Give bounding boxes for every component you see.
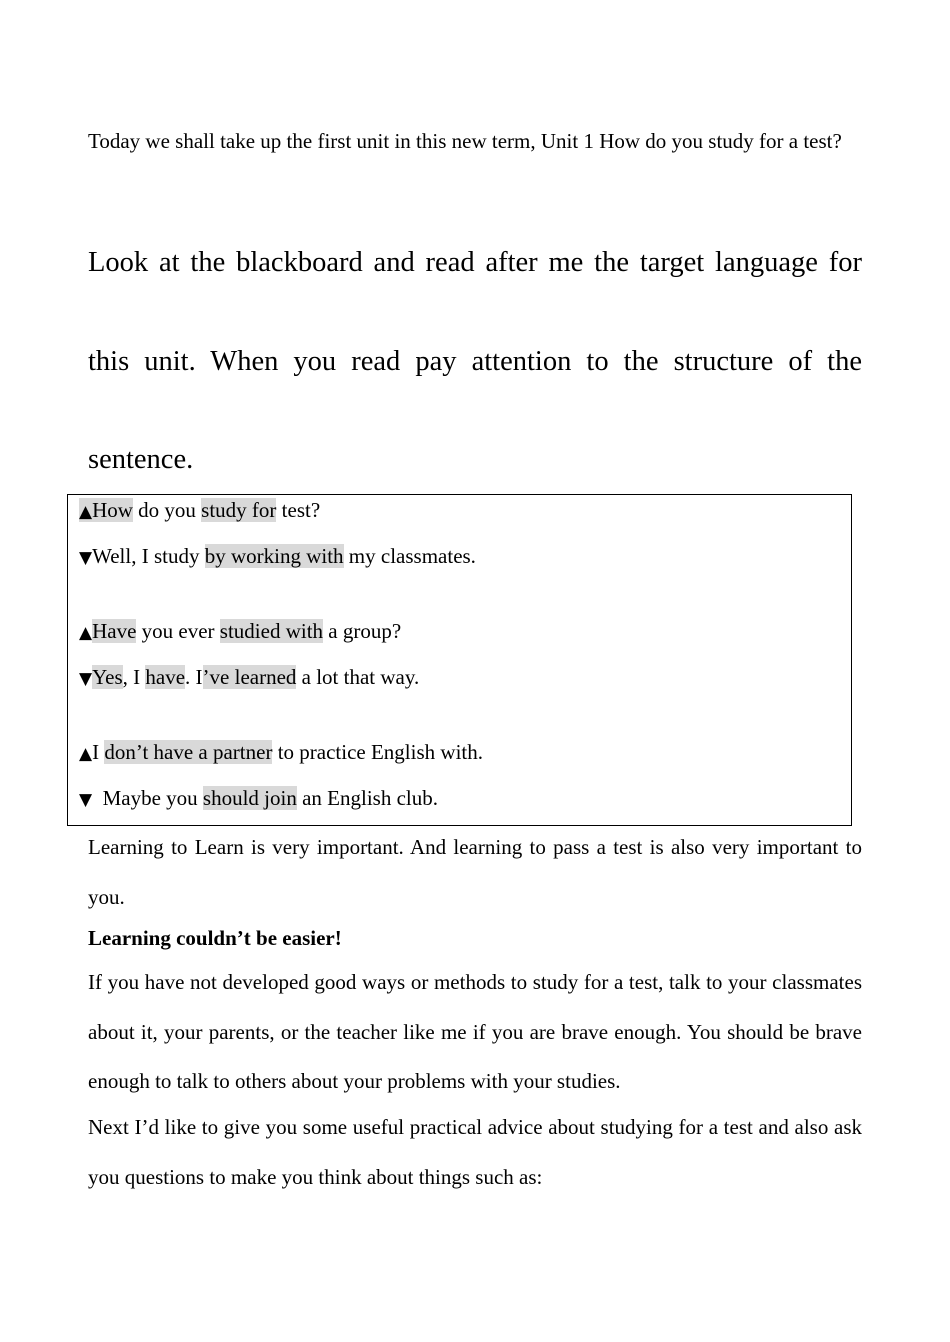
text-segment: I [92, 740, 105, 764]
target-line-3 [79, 617, 401, 645]
question-marker: ▲ [79, 623, 93, 643]
target-line-1 [79, 496, 320, 524]
highlight: have [145, 665, 186, 689]
target-language-box [67, 494, 852, 826]
question-marker: ▲ [79, 498, 92, 522]
learning-importance-paragraph: Learning to Learn is very important. And learning to pass a test is also very important to you. [88, 835, 862, 909]
highlight: Yes [92, 665, 123, 689]
target-line-4 [79, 663, 419, 691]
intro-paragraph: Today we shall take up the first unit in this new term, Unit 1 How do you study for a test? [88, 129, 842, 153]
target-line-2 [79, 542, 476, 570]
text-segment: , I [122, 665, 146, 689]
highlight: don’t have a partner [104, 740, 273, 764]
target-line-5 [79, 738, 483, 766]
answer-marker: ▼ [79, 669, 93, 689]
text-segment: a lot that way. [296, 665, 420, 689]
study-methods-paragraph: If you have not developed good ways or methods to study for a test, talk to your classmates about it, your parents, or the teacher like me if you are brave enough. You should be brave enough to talk to others about your problems with your studies. [88, 970, 862, 1093]
text-segment: Well, I study [92, 544, 205, 568]
highlight: should join [202, 786, 297, 810]
text-segment: a group? [323, 619, 402, 643]
highlight: study for [201, 498, 277, 522]
section-heading: Learning couldn’t be easier! [88, 926, 342, 950]
question-marker: ▲ [79, 744, 93, 764]
text-segment: Maybe you [92, 786, 203, 810]
blackboard-instruction-paragraph: Look at the blackboard and read after me the target language for this unit. When you read pay attention to the structure of the sentence. [88, 247, 862, 475]
advice-intro-paragraph: Next I’d like to give you some useful practical advice about studying for a test and also ask you questions to make you think about things such as: [88, 1115, 862, 1189]
highlight: How [92, 498, 133, 522]
target-line-6 [79, 784, 438, 812]
text-segment: to practice English with. [272, 740, 483, 764]
answer-marker: ▼ [79, 790, 93, 810]
text-segment: . I [185, 665, 203, 689]
text-segment: my classmates. [343, 544, 476, 568]
highlight: ’ve learned [202, 665, 297, 689]
text-segment: you ever [136, 619, 220, 643]
answer-marker: ▼ [79, 548, 93, 568]
text-segment: an English club. [296, 786, 438, 810]
highlight: by working with [204, 544, 344, 568]
text-segment: do you [132, 498, 202, 522]
highlight: Have [92, 619, 137, 643]
highlight: studied with [219, 619, 324, 643]
text-segment: test? [276, 498, 321, 522]
